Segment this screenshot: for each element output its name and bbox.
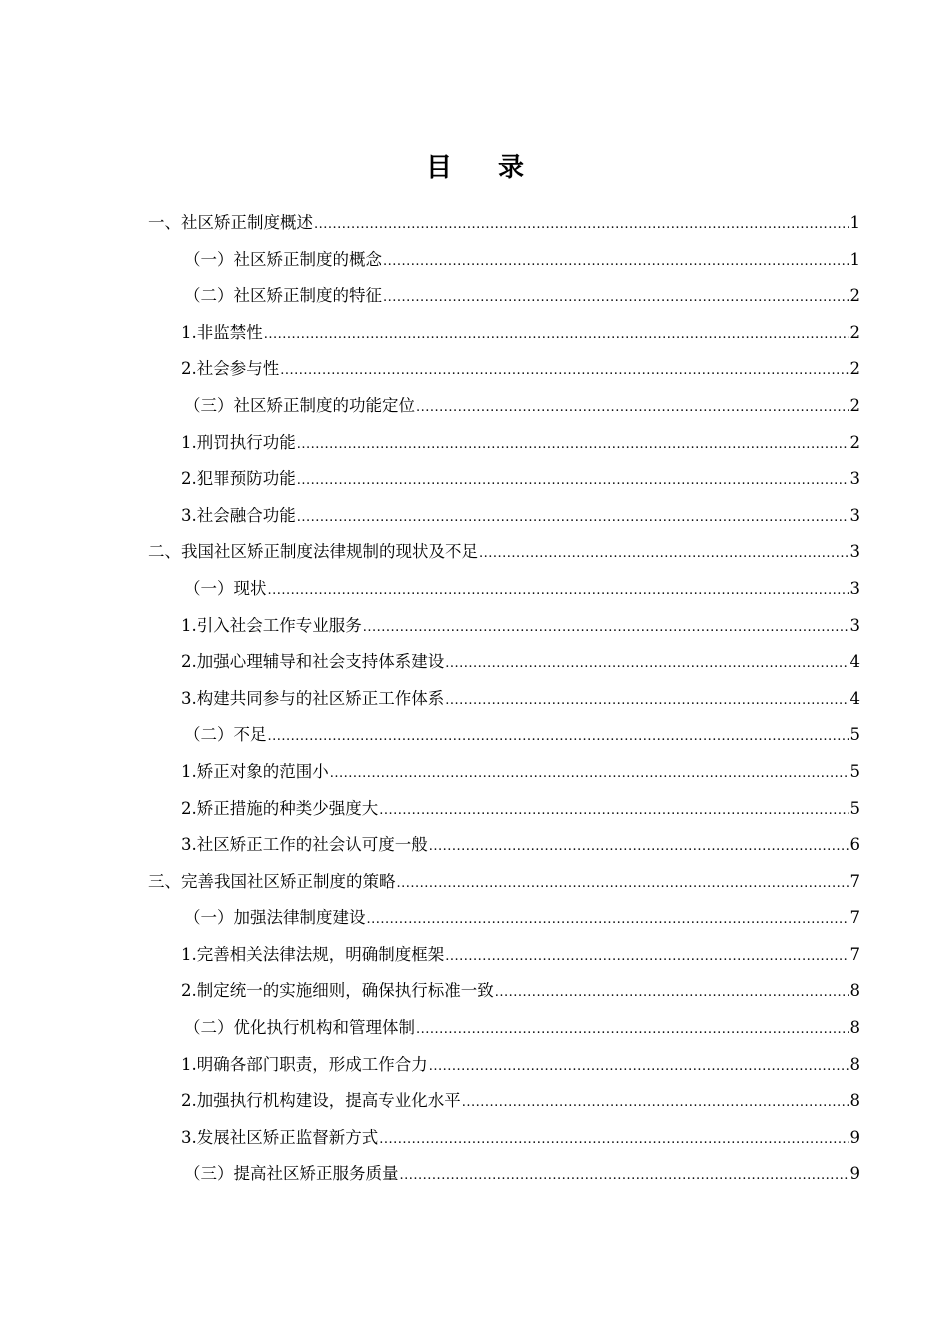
toc-entry[interactable]: [148, 1156, 860, 1193]
toc-entry-label: 3.社区矫正工作的社会认可度一般: [181, 835, 428, 855]
toc-entry-label: （三）社区矫正制度的功能定位: [184, 395, 415, 415]
toc-entry[interactable]: [148, 973, 860, 1010]
toc-entry-label: 1.明确各部门职责，形成工作合力: [181, 1054, 428, 1074]
toc-entry[interactable]: [148, 900, 860, 937]
toc-dot-leader: [416, 1012, 849, 1049]
toc-dot-leader: [495, 975, 849, 1012]
toc-dot-leader: [367, 902, 849, 939]
toc-dot-leader: [445, 683, 848, 720]
toc-entry-page-number: 3: [849, 505, 860, 525]
toc-entry-label: （二）优化执行机构和管理体制: [184, 1018, 415, 1038]
toc-entry-label: 1.矫正对象的范围小: [181, 761, 329, 781]
toc-dot-leader: [479, 536, 849, 573]
toc-entry[interactable]: [148, 681, 860, 718]
toc-entry-label: 2.加强心理辅导和社会支持体系建设: [181, 652, 445, 672]
toc-entry-label: 三、完善我国社区矫正制度的策略: [148, 871, 396, 891]
toc-entry-label: 1.刑罚执行功能: [181, 432, 296, 452]
toc-entry-label: 3.构建共同参与的社区矫正工作体系: [181, 688, 445, 708]
toc-dot-leader: [379, 793, 848, 830]
toc-entry[interactable]: [148, 608, 860, 645]
toc-entry[interactable]: [148, 1010, 860, 1047]
toc-entry[interactable]: [148, 388, 860, 425]
toc-entry[interactable]: [148, 315, 860, 352]
toc-entry[interactable]: [148, 498, 860, 535]
toc-entry-label: （二）不足: [184, 725, 267, 745]
toc-entry[interactable]: [148, 571, 860, 608]
toc-entry[interactable]: [148, 242, 860, 279]
toc-entry-page-number: 8: [849, 981, 860, 1001]
toc-entry-label: 3.社会融合功能: [181, 505, 296, 525]
toc-entry-label: （二）社区矫正制度的特征: [184, 286, 382, 306]
toc-dot-leader: [462, 1085, 849, 1122]
toc-entry[interactable]: [148, 351, 860, 388]
toc-entry-label: （一）社区矫正制度的概念: [184, 249, 382, 269]
toc-entry-label: 2.加强执行机构建设，提高专业化水平: [181, 1091, 461, 1111]
toc-entry-page-number: 6: [849, 835, 860, 855]
toc-dot-leader: [297, 427, 849, 464]
toc-entry[interactable]: [148, 278, 860, 315]
toc-entry-page-number: 8: [849, 1018, 860, 1038]
toc-entry[interactable]: [148, 644, 860, 681]
toc-dot-leader: [268, 573, 849, 610]
toc-entry-page-number: 3: [849, 615, 860, 635]
toc-entry[interactable]: [148, 461, 860, 498]
toc-dot-leader: [429, 829, 849, 866]
toc-entry-label: 2.犯罪预防功能: [181, 469, 296, 489]
toc-entry[interactable]: [148, 791, 860, 828]
toc-entry[interactable]: [148, 754, 860, 791]
title-char-2: 录: [498, 153, 525, 183]
toc-entry-label: （三）提高社区矫正服务质量: [184, 1164, 399, 1184]
toc-entry-page-number: 2: [849, 359, 860, 379]
toc-entry-page-number: 5: [849, 761, 860, 781]
toc-entry-label: 3.发展社区矫正监督新方式: [181, 1127, 379, 1147]
toc-entry-page-number: 3: [849, 469, 860, 489]
toc-entry-label: 1.引入社会工作专业服务: [181, 615, 362, 635]
toc-entry-page-number: 3: [849, 542, 860, 562]
toc-entry-page-number: 5: [849, 725, 860, 745]
toc-entry-label: 2.制定统一的实施细则，确保执行标准一致: [181, 981, 494, 1001]
toc-dot-leader: [330, 756, 849, 793]
toc-entry-page-number: 4: [849, 652, 860, 672]
toc-dot-leader: [383, 280, 849, 317]
toc-dot-leader: [363, 610, 849, 647]
toc-entry-label: （一）现状: [184, 578, 267, 598]
toc-dot-leader: [397, 866, 849, 903]
toc-entry-page-number: 2: [849, 432, 860, 452]
toc-dot-leader: [268, 719, 849, 756]
toc-entry-page-number: 1: [849, 213, 860, 232]
toc-entry-page-number: 8: [849, 1054, 860, 1074]
toc-dot-leader: [429, 1049, 849, 1086]
toc-dot-leader: [400, 1158, 849, 1195]
toc-dot-leader: [264, 317, 849, 354]
toc-entry-page-number: 8: [849, 1091, 860, 1111]
page-title: [0, 147, 950, 184]
toc-dot-leader: [297, 500, 849, 537]
toc-entry-label: 一、社区矫正制度概述: [148, 213, 313, 232]
toc-entry-label: 2.社会参与性: [181, 359, 280, 379]
toc-entry[interactable]: [148, 717, 860, 754]
toc-entry[interactable]: [148, 205, 860, 242]
toc-entry[interactable]: [148, 1083, 860, 1120]
toc-entry-label: 二、我国社区矫正制度法律规制的现状及不足: [148, 542, 478, 562]
toc-entry-page-number: 3: [849, 578, 860, 598]
toc-entry-page-number: 7: [849, 908, 860, 928]
toc-entry-page-number: 7: [849, 944, 860, 964]
toc-entry[interactable]: [148, 864, 860, 901]
toc-dot-leader: [297, 463, 849, 500]
toc-entry-page-number: 1: [849, 249, 860, 269]
toc-entry-page-number: 4: [849, 688, 860, 708]
toc-entry-label: （一）加强法律制度建设: [184, 908, 366, 928]
toc-dot-leader: [280, 353, 848, 390]
toc-dot-leader: [445, 939, 848, 976]
toc-dot-leader: [445, 646, 848, 683]
toc-entry-label: 2.矫正措施的种类少强度大: [181, 798, 379, 818]
toc-entry[interactable]: [148, 425, 860, 462]
toc-entry-page-number: 2: [849, 395, 860, 415]
toc-entry[interactable]: [148, 534, 860, 571]
toc-entry-page-number: 9: [849, 1164, 860, 1184]
toc-entry-label: 1.完善相关法律法规，明确制度框架: [181, 944, 445, 964]
toc-entry[interactable]: [148, 937, 860, 974]
toc-entry-label: 1.非监禁性: [181, 322, 263, 342]
toc-dot-leader: [383, 244, 849, 281]
toc-entry-page-number: 9: [849, 1127, 860, 1147]
toc-entry-page-number: 7: [849, 871, 860, 891]
toc-dot-leader: [314, 207, 849, 244]
toc-entry[interactable]: [148, 1047, 860, 1084]
title-char-1: 目: [425, 153, 452, 183]
toc-dot-leader: [416, 390, 849, 427]
toc-entry-page-number: 2: [849, 286, 860, 306]
toc-entry[interactable]: [148, 827, 860, 864]
toc-dot-leader: [379, 1122, 848, 1159]
table-of-contents: [148, 205, 860, 1193]
toc-entry-page-number: 5: [849, 798, 860, 818]
toc-entry-page-number: 2: [849, 322, 860, 342]
toc-entry[interactable]: [148, 1120, 860, 1157]
